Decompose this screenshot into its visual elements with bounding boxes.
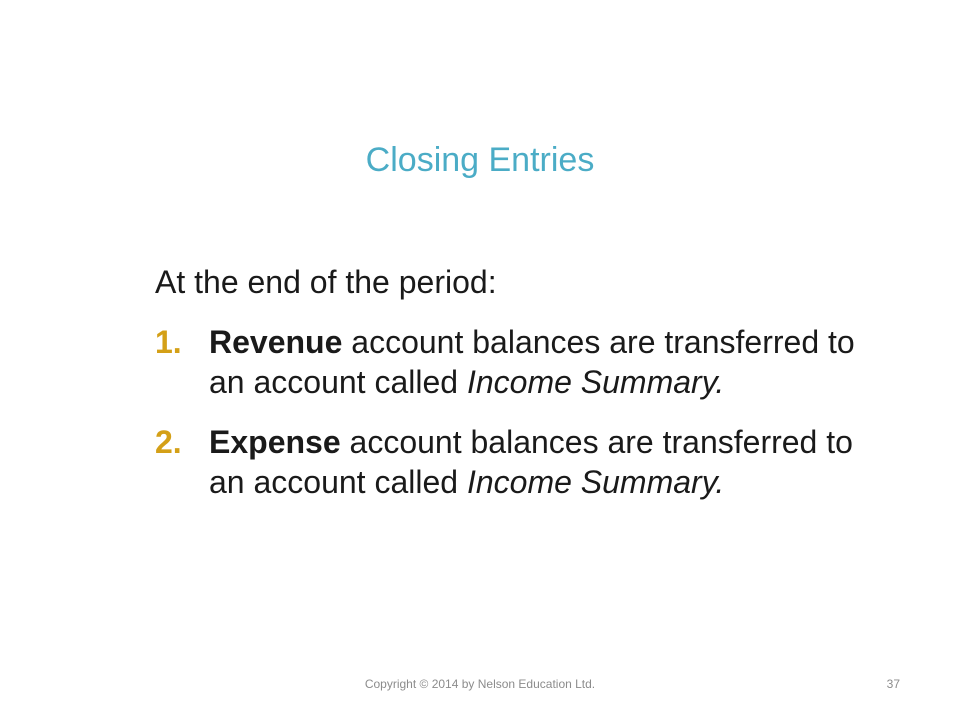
list-item <box>155 322 855 402</box>
list-item-number: 1. <box>155 324 182 360</box>
list-item-account-name: Income Summary. <box>466 464 725 500</box>
list-item-account-name: Income Summary. <box>466 364 725 400</box>
list-item-description: account balances are transferred to an account called <box>209 324 855 400</box>
list-item-keyword: Expense <box>209 424 341 460</box>
list-item-keyword: Revenue <box>209 324 343 360</box>
list-item-text <box>209 322 855 402</box>
slide-body <box>155 262 855 522</box>
list-item-text <box>209 422 855 502</box>
copyright-footer: Copyright © 2014 by Nelson Education Ltd. <box>364 677 596 691</box>
intro-text: At the end of the period: <box>155 264 497 300</box>
list-item <box>155 422 855 502</box>
list-item-description: account balances are transferred to an account called <box>209 424 853 500</box>
slide-title: Closing Entries <box>365 141 595 179</box>
list-item-number: 2. <box>155 424 182 460</box>
page-number: 37 <box>886 677 900 691</box>
